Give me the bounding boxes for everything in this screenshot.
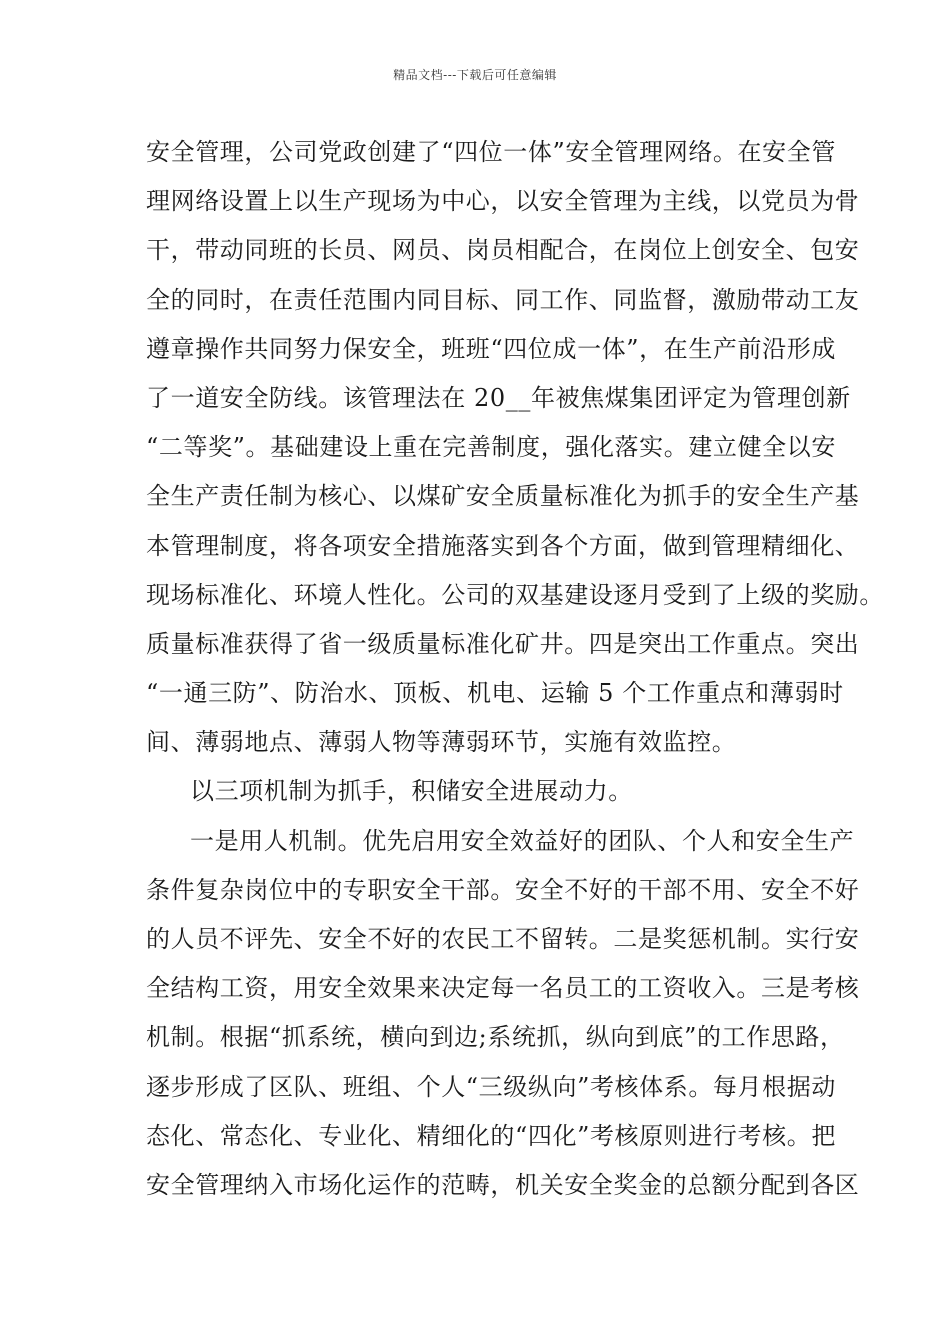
- text-line: 全生产责任制为核心、以煤矿安全质量标准化为抓手的安全生产基: [146, 482, 860, 511]
- text-line: 逐步形成了区队、班组、个人“三级纵向”考核体系。每月根据动: [146, 1072, 836, 1101]
- text-line: 机制。根据“抓系统，横向到边;系统抓，纵向到底”的工作思路，: [146, 1023, 845, 1052]
- text-line: “二等奖”。基础建设上重在完善制度，强化落实。建立健全以安: [146, 433, 836, 462]
- text-line: “一通三防”、防治水、顶板、机电、运输 5 个工作重点和薄弱时: [146, 679, 844, 708]
- text-line: 态化、常态化、专业化、精细化的“四化”考核原则进行考核。把: [146, 1121, 836, 1150]
- page-header: 精品文档---下载后可任意编辑: [393, 68, 557, 82]
- text-line: 全的同时，在责任范围内同目标、同工作、同监督，激励带动工友: [146, 285, 860, 314]
- text-line: 本管理制度，将各项安全措施落实到各个方面，做到管理精细化、: [146, 531, 860, 560]
- text-line: 干，带动同班的长员、网员、岗员相配合，在岗位上创安全、包安: [146, 236, 860, 265]
- text-line: 了一道安全防线。该管理法在 20__年被焦煤集团评定为管理创新: [146, 383, 851, 412]
- document-body: [146, 128, 884, 1210]
- text-line: 质量标准获得了省一级质量标准化矿井。四是突出工作重点。突出: [146, 629, 860, 658]
- text-line: 全结构工资，用安全效果来决定每一名员工的工资收入。三是考核: [146, 974, 860, 1003]
- text-line: 条件复杂岗位中的专职安全干部。安全不好的干部不用、安全不好: [146, 875, 860, 904]
- text-line: 现场标准化、环境人性化。公司的双基建设逐月受到了上级的奖励。: [146, 580, 884, 609]
- text-line: 安全管理，公司党政创建了“四位一体”安全管理网络。在安全管: [146, 138, 836, 166]
- text-line: 理网络设置上以生产现场为中心，以安全管理为主线，以党员为骨: [146, 187, 860, 216]
- text-line: 的人员不评先、安全不好的农民工不留转。二是奖惩机制。实行安: [146, 925, 860, 953]
- text-line: 一是用人机制。优先启用安全效益好的团队、个人和安全生产: [190, 826, 855, 855]
- paragraph-heading: 以三项机制为抓手，积储安全进展动力。: [190, 777, 633, 806]
- text-line: 遵章操作共同努力保安全，班班“四位成一体”，在生产前沿形成: [146, 334, 836, 363]
- text-line: 安全管理纳入市场化运作的范畴，机关安全奖金的总额分配到各区: [146, 1170, 860, 1199]
- text-line: 间、薄弱地点、薄弱人物等薄弱环节，实施有效监控。: [146, 728, 737, 757]
